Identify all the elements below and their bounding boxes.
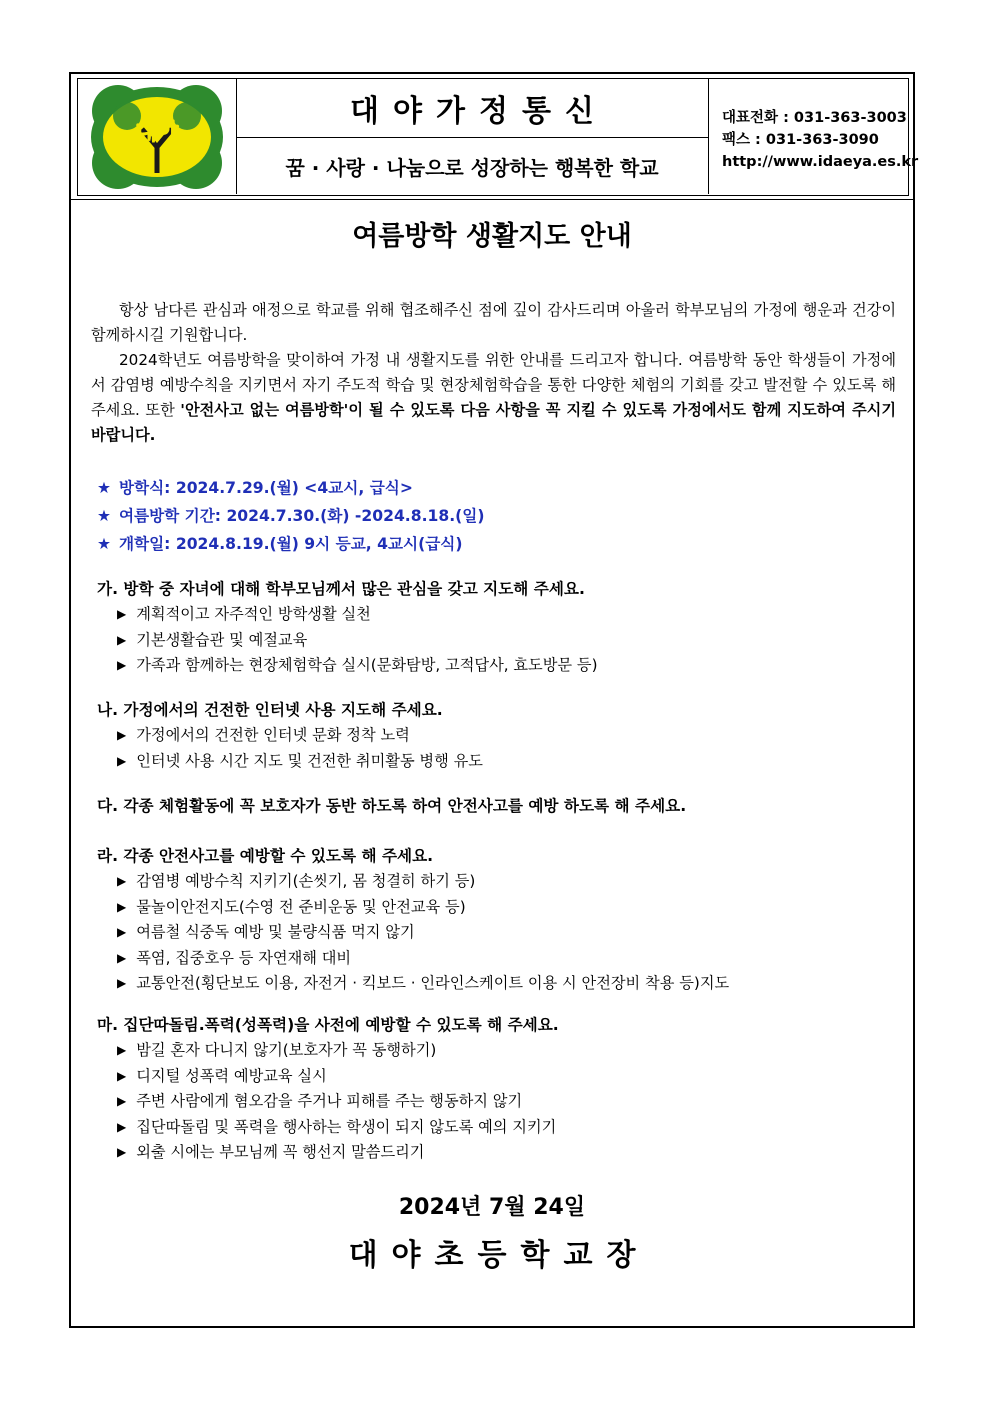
star-icon: ★	[97, 479, 111, 497]
triangle-bullet-icon: ▶	[117, 632, 127, 647]
key-dates	[97, 474, 484, 558]
star-icon: ★	[97, 535, 111, 553]
key-date-item	[97, 502, 484, 530]
list-item	[117, 1064, 897, 1090]
triangle-bullet-icon: ▶	[117, 1094, 127, 1108]
list-item-text: 집단따돌림 및 폭력을 행사하는 학생이 되지 않도록 예의 지키기	[136, 1117, 557, 1136]
list-item	[117, 723, 897, 749]
document-title: 여름방학 생활지도 안내	[352, 221, 632, 252]
list-item	[117, 1115, 897, 1141]
list-item	[117, 602, 897, 628]
list-item	[117, 1140, 897, 1166]
list-item	[117, 971, 897, 997]
newsletter-header	[77, 78, 919, 196]
star-icon: ★	[97, 507, 111, 525]
list-item-text: 가족과 함께하는 현장체험학습 실시(문화탐방, 고적답사, 효도방문 등)	[136, 656, 598, 674]
triangle-bullet-icon: ▶	[117, 1068, 127, 1083]
intro-paragraph-2-text: 2024학년도 여름방학을 맞이하여 가정 내 생활지도를 위한 안내를 드리고자 합니다. 여름방학 동안 학생들이 가정에서 감염병 예방수칙을 지키면서 자기 주도적 학습 및 현장체험학습을 통한 다양한 체험의 기회를 갖고 발전할 수 있도록 해주세요. 또한	[91, 351, 896, 419]
website-link[interactable]: http://www.idaeya.es.kr	[722, 154, 919, 170]
list-item-text: 외출 시에는 부모님께 꼭 행선지 말씀드리기	[136, 1143, 425, 1161]
list-item	[117, 1038, 897, 1064]
triangle-bullet-icon: ▶	[117, 950, 127, 965]
list-item-text: 물놀이안전지도(수영 전 준비운동 및 안전교육 등)	[136, 897, 466, 916]
key-date-text: 여름방학 기간: 2024.7.30.(화) -2024.8.18.(일)	[118, 507, 485, 525]
triangle-bullet-icon: ▶	[117, 728, 127, 742]
section-list	[97, 602, 897, 679]
list-item	[117, 749, 897, 775]
list-item	[117, 946, 897, 972]
triangle-bullet-icon: ▶	[117, 976, 127, 990]
list-item-text: 밤길 혼자 다니지 않기(보호자가 꼭 동행하기)	[136, 1041, 437, 1059]
school-motto: 꿈 · 사랑 · 나눔으로 성장하는 행복한 학교	[285, 155, 659, 180]
list-item	[117, 653, 897, 679]
list-item-text: 계획적이고 자주적인 방학생활 실천	[136, 605, 371, 623]
fax-number: 팩스 : 031-363-3090	[722, 132, 879, 148]
section-ga	[97, 577, 897, 679]
section-list	[97, 1038, 897, 1166]
list-item-text: 폭염, 집중호우 등 자연재해 대비	[136, 948, 352, 967]
list-item-text: 인터넷 사용 시간 지도 및 건전한 취미활동 병행 유도	[136, 751, 483, 770]
key-date-text: 개학일: 2024.8.19.(월) 9시 등교, 4교시(급식)	[118, 535, 463, 553]
triangle-bullet-icon: ▶	[117, 1043, 127, 1057]
school-logo	[82, 81, 232, 191]
document-frame	[69, 72, 919, 1328]
intro-paragraph-2	[91, 348, 896, 448]
list-item-text: 가정에서의 건전한 인터넷 문화 정착 노력	[136, 726, 410, 744]
section-list	[97, 723, 897, 774]
section-heading: 마. 집단따돌림.폭력(성폭력)을 사전에 예방할 수 있도록 해 주세요.	[97, 1016, 559, 1034]
list-item-text: 여름철 식중독 예방 및 불량식품 먹지 않기	[136, 923, 415, 941]
section-heading: 나. 가정에서의 건전한 인터넷 사용 지도해 주세요.	[97, 701, 443, 719]
logo-text: 대야	[135, 120, 179, 145]
key-date-item	[97, 474, 484, 502]
section-heading: 가. 방학 중 자녀에 대해 학부모님께서 많은 관심을 갖고 지도해 주세요.	[97, 580, 585, 598]
triangle-bullet-icon: ▶	[117, 1145, 127, 1159]
list-item	[117, 1089, 897, 1115]
section-heading: 다. 각종 체험활동에 꼭 보호자가 동반 하도록 하여 안전사고를 예방 하도록 해 주세요.	[97, 797, 687, 815]
list-item	[117, 628, 897, 654]
triangle-bullet-icon: ▶	[117, 607, 127, 621]
triangle-bullet-icon: ▶	[117, 658, 127, 672]
list-item-text: 기본생활습관 및 예절교육	[136, 630, 308, 649]
section-na	[97, 698, 897, 774]
newsletter-title: 대야가정통신	[350, 94, 608, 129]
contact-cell	[710, 79, 919, 194]
intro-paragraph-2-emphasis: '안전사고 없는 여름방학'이 될 수 있도록 다음 사항을 꼭 지킬 수 있도록 가정에서도 함께 지도하여 주시기 바랍니다.	[91, 401, 896, 444]
triangle-bullet-icon: ▶	[117, 925, 127, 939]
phone-number: 대표전화 : 031-363-3003	[722, 110, 907, 126]
closing-date: 2024년 7월 24일	[398, 1195, 586, 1220]
intro-text	[91, 298, 896, 448]
title-cell	[236, 79, 709, 194]
title-top-row	[236, 79, 708, 138]
logo-cell	[78, 79, 237, 194]
list-item	[117, 869, 897, 895]
section-da	[97, 794, 897, 819]
list-item	[117, 920, 897, 946]
key-date-item	[97, 530, 484, 558]
section-ma	[97, 1013, 897, 1166]
list-item-text: 교통안전(횡단보도 이용, 자전거 · 킥보드 · 인라인스케이트 이용 시 안전장비 착용 등)지도	[136, 974, 730, 992]
list-item-text: 감염병 예방수칙 지키기(손씻기, 몸 청결히 하기 등)	[136, 872, 476, 890]
triangle-bullet-icon: ▶	[117, 899, 127, 914]
section-ra	[97, 844, 897, 997]
key-date-text: 방학식: 2024.7.29.(월) <4교시, 급식>	[118, 479, 413, 497]
section-heading: 라. 각종 안전사고를 예방할 수 있도록 해 주세요.	[97, 847, 434, 865]
header-divider	[71, 199, 913, 200]
title-bottom-row	[236, 138, 708, 194]
intro-paragraph-1: 항상 남다른 관심과 애정으로 학교를 위해 협조해주신 점에 깊이 감사드리며 아울러 학부모님의 가정에 행운과 건강이 함께하시길 기원합니다.	[91, 301, 896, 344]
triangle-bullet-icon: ▶	[117, 1119, 127, 1134]
triangle-bullet-icon: ▶	[117, 753, 127, 768]
list-item	[117, 895, 897, 921]
list-item-text: 디지털 성폭력 예방교육 실시	[136, 1066, 327, 1085]
principal-signature: 대야초등학교장	[348, 1238, 650, 1273]
section-list	[97, 869, 897, 997]
list-item-text: 주변 사람에게 혐오감을 주거나 피해를 주는 행동하지 않기	[136, 1092, 523, 1110]
triangle-bullet-icon: ▶	[117, 874, 127, 888]
